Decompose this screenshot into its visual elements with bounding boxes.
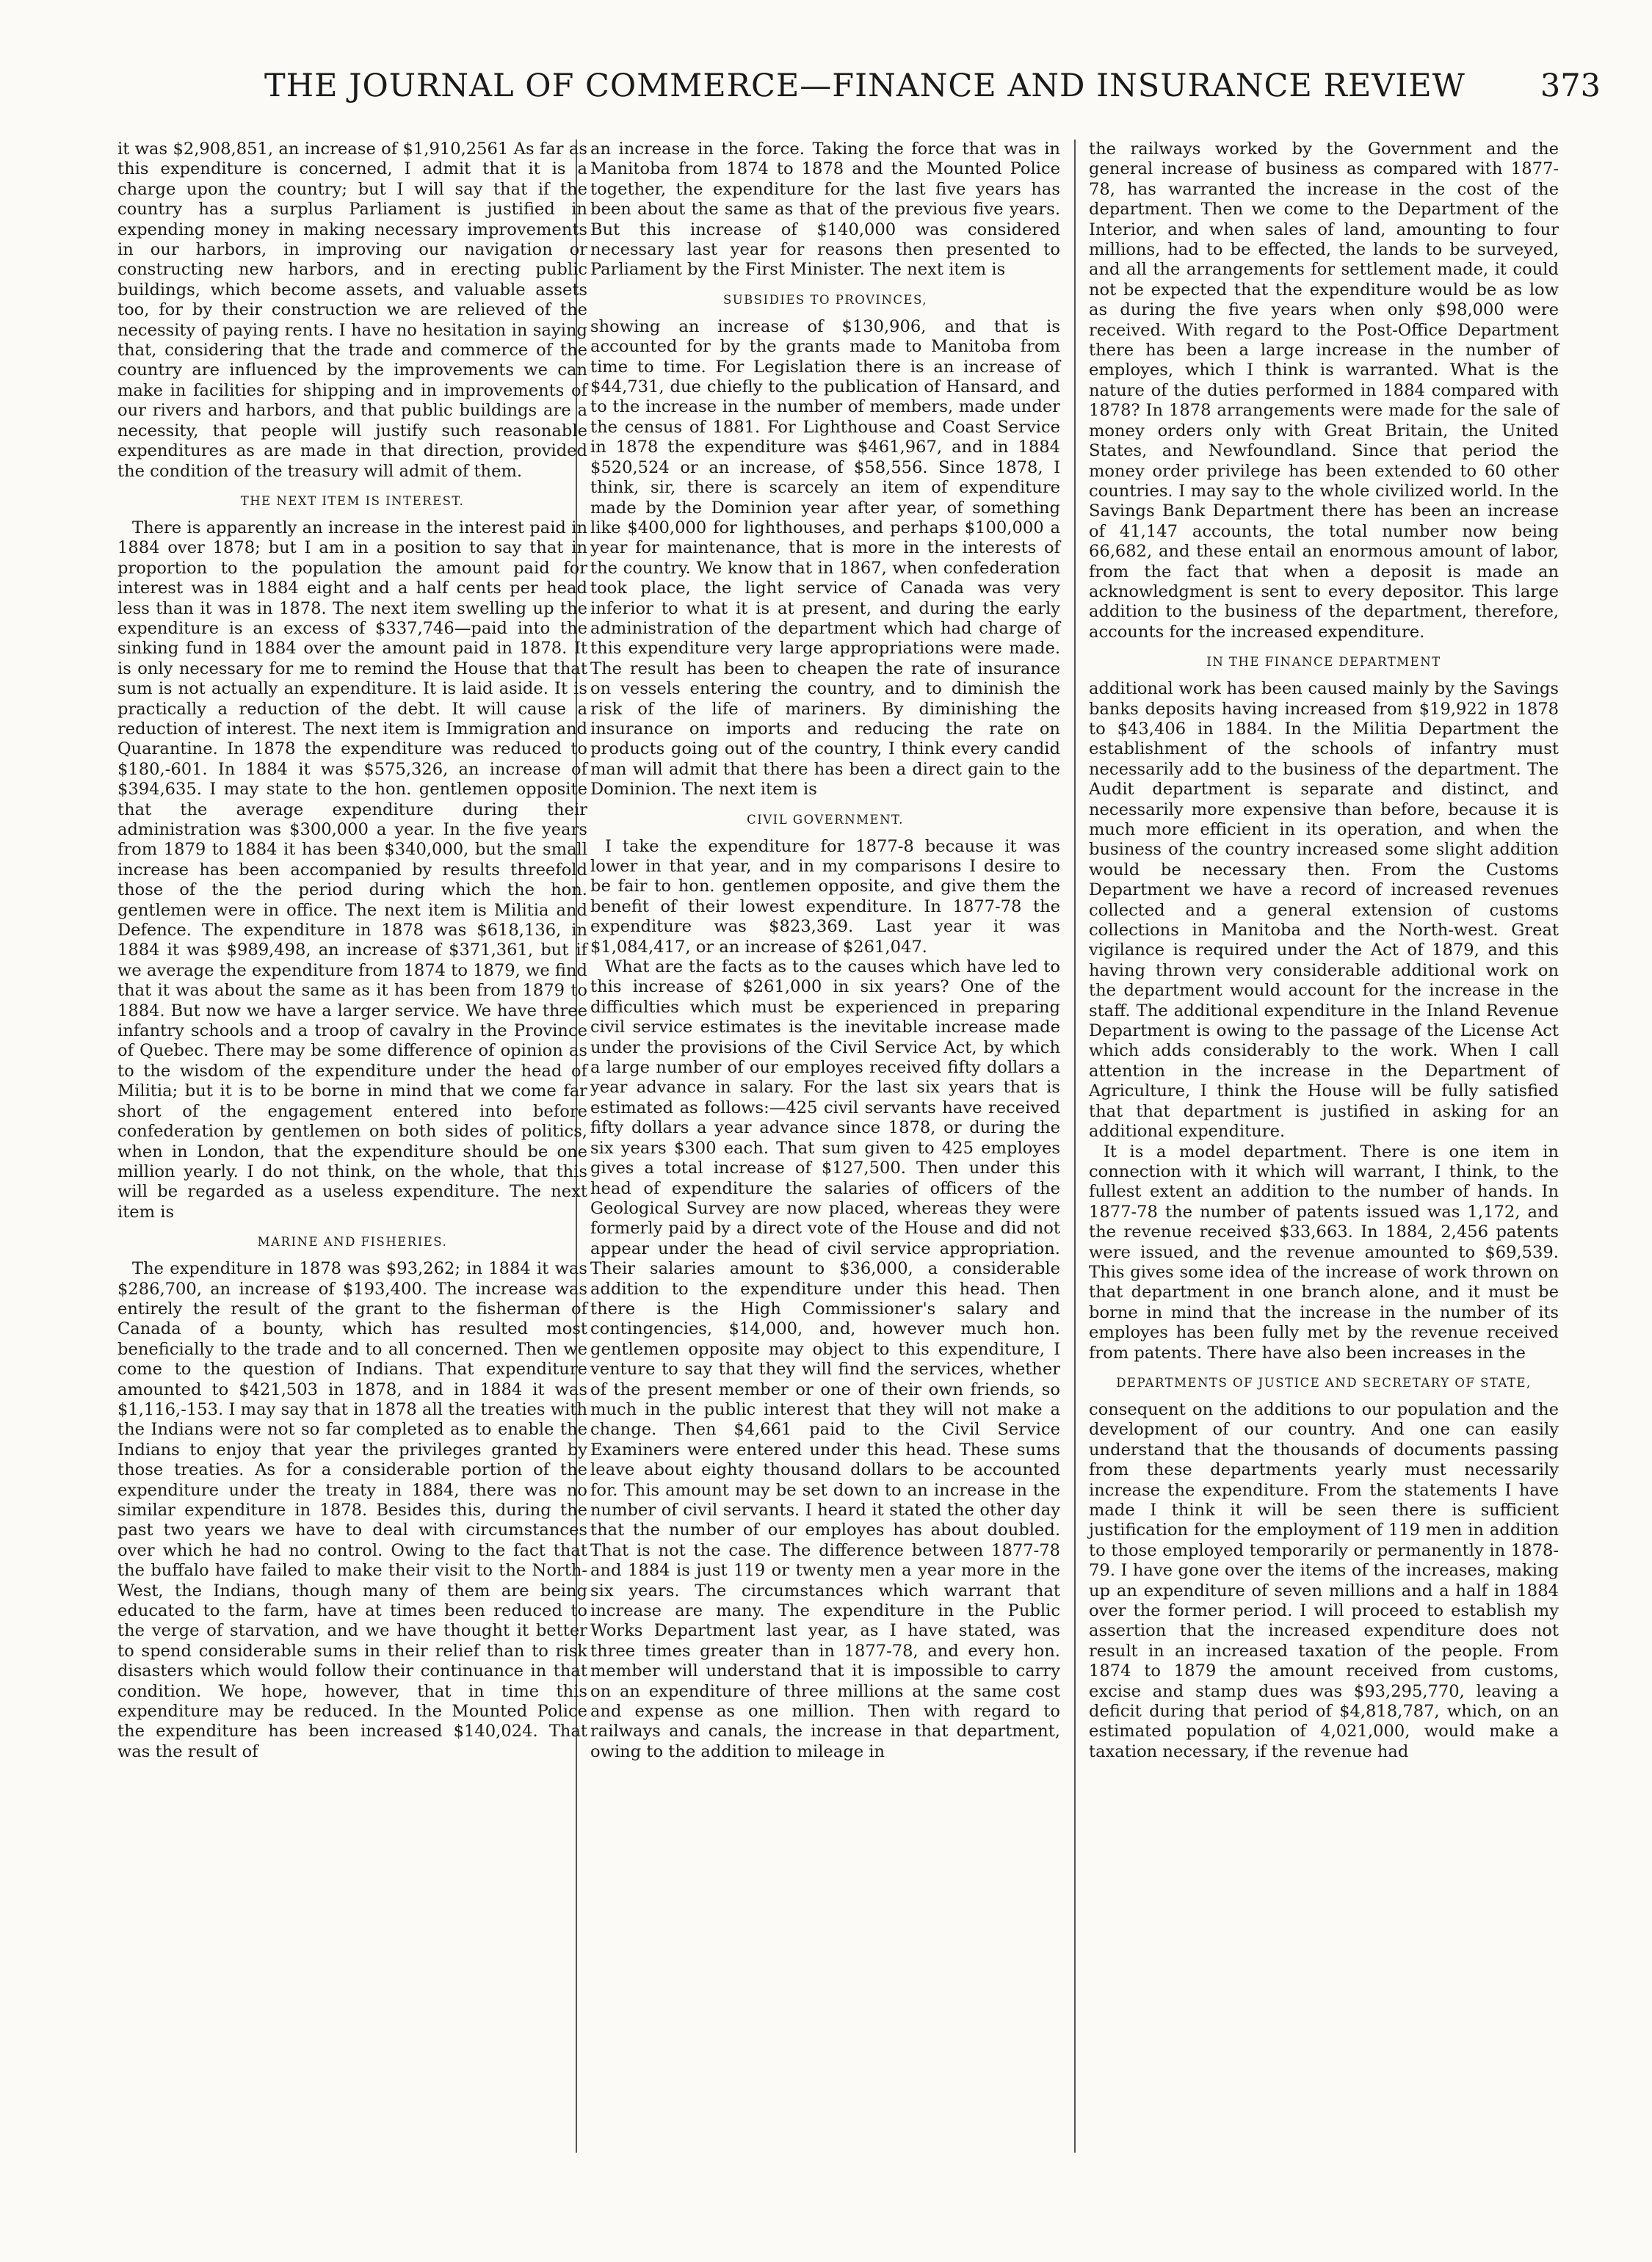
page-header: [264, 68, 1601, 104]
paragraph: showing an increase of $130,906, and that is accounted for by the grants made to Manitoba from time to time. For Legislation there is an increase of $44,731, due chiefly to the publication of Hansard, and to the increase in the number of members, made under the census of 1881. For Lighthouse and Coast Service in 1878 the expenditure was $461,967, and in 1884 $520,524 or an increase, of $58,556. Since 1878, I think, sir, there is scarcely an item of expenditure made by the Dominion year after year, of something like $400,000 for lighthouses, and perhaps $100,000 a year for maintenance, that is more in the interests of the country. We know that in 1867, when confederation took place, the light service of Canada was very inferior to what it is at present, and during the early administration of the department which had charge of this expenditure very large appropriations were made. The result has been to cheapen the rate of insurance on vessels entering the country, and to diminish the risk of the life of mariners. By diminishing the insurance on imports and reducing the rate on products going out of the country, I think every candid man will admit that there has been a direct gain to the Dominion. The next item is: [590, 316, 1060, 800]
journal-title: THE JOURNAL OF COMMERCE—FINANCE AND INSURANCE REVIEW: [264, 68, 1466, 104]
section-heading: SUBSIDIES TO PROVINCES,: [722, 292, 928, 307]
column-3: [1089, 139, 1559, 1762]
column-1: [117, 139, 587, 1762]
paragraph: What are the facts as to the causes which have led to this increase of $261,000 in six years? One of the difficulties which must be experienced in preparing civil service estimates is the inevitable increase made under the provisions of the Civil Service Act, by which a large number of our employes received fifty dollars a year advance in salary. For the last six years that is estimated as follows:—425 civil servants have received fifty dollars a year advance since 1878, or during the six years $300 each. That sum given to 425 employes gives a total increase of $127,500. Then under this head of expenditure the salaries of officers of the Geological Survey are now placed, whereas they were formerly paid by a direct vote of the House and did not appear under the head of civil service appropriation. Their salaries amount to $36,000, a considerable addition to the expenditure under this head. Then there is the High Commissioner's salary and contingencies, $14,000, and, however much hon. gentlemen opposite may object to this expenditure, I venture to say that they will find the services, whether of the present member or one of their own friends, so much in the public interest that they will not make a change. Then $4,661 paid to the Civil Service Examiners were entered under this head. These sums leave about eighty thousand dollars to be accounted for. This amount may be set down to an increase in the number of civil servants. I heard it stated the other day that the number of our employes has about doubled. That is not the case. The difference between 1877-78 and 1884 is just 119 or twenty men a year more in the six years. The circumstances which warrant that increase are many. The expenditure in the Public Works Department last year, as I have stated, was three times greater than in 1877-78, and every hon. member will understand that it is impossible to carry on an expenditure of three millions at the same cost and expense as one million. Then with regard to railways and canals, the increase in that department, owing to the addition to mileage in: [590, 957, 1060, 1761]
page-number: 373: [1540, 68, 1601, 104]
paragraph: There is apparently an increase in the interest paid in 1884 over 1878; but I am in a position to say that in proportion to the population the amount paid for interest was in 1884 eight and a half cents per head less than it was in 1878. The next item swelling up the expenditure is an excess of $337,746—paid into the sinking fund in 1884 over the amount paid in 1878. It is only necessary for me to remind the House that that sum is not actually an expenditure. It is laid aside. It is practically a reduction of the debt. It will cause a reduction of interest. The next item is Immigration and Quarantine. In 1878 the expenditure was reduced to $180,-601. In 1884 it was $575,326, an increase of $394,635. I may state to the hon. gentlemen opposite that the average expenditure during their administration was $300,000 a year. In the five years from 1879 to 1884 it has been $340,000, but the small increase has been accompanied by results threefold those of the the period during which the hon. gentlemen were in office. The next item is Militia and Defence. The expenditure in 1878 was $618,136, in 1884 it was $989,498, an increase of $371,361, but if we average the expenditure from 1874 to 1879, we find that it was about the same as it has been from 1879 to 1884. But now we have a larger service. We have three infantry schools and a troop of cavalry in the Province of Quebec. There may be some difference of opinion as to the wisdom of the expenditure under the head of Militia; but it is to be borne in mind that we come far short of the engagement entered into before confederation by gentlemen on both sides of politics, when in London, that the expenditure should be one million yearly. I do not think, on the whole, that this will be regarded as a useless expenditure. The next item is: [117, 518, 587, 1222]
paragraph: the railways worked by the Government and the general increase of business as compared with 1877-78, has warranted the increase in the cost of the department. Then we come to the Department of the Interior, and when sales of land, amounting to four millions, had to be effected, the lands to be surveyed, and all the arrangements for settlement made, it could not be expected that the expenditure would be as low as during the five years when only $98,000 were received. With regard to the Post-Office Department there has been a large increase in the number of employes, which I think is warranted. What is the nature of the duties performed in 1884 compared with 1878? In 1878 arrangements were made for the sale of money orders only with Great Britain, the United States, and Newfoundland. Since that period the money order privilege has been extended to 60 other countries. I may say to the whole civilized world. In the Savings Bank Department there has been an increase of 41,147 accounts, the total number now being 66,682, and these entail an enormous amount of labor, from the fact that when a deposit is made an acknowledgment is sent to every depositor. This large addition to the business of the department, therefore, accounts for the increased expenditure.: [1089, 139, 1559, 642]
paragraph: It is a model department. There is one item in connection with it which will warrant, I think, to the fullest extent an addition to the number of hands. In 1877-78 the number of patents issued was 1,172, and the revenue received $33,663. In 1884, 2,456 patents were issued, and the revenue amounted to $69,539. This gives some idea of the increase of work thrown on that department in one branch alone, and it must be borne in mind that the increase in the number of its employes has been fully met by the revenue received from patents. There have also been increases in the: [1089, 1142, 1559, 1363]
section-heading: DEPARTMENTS OF JUSTICE AND SECRETARY OF STATE,: [1116, 1375, 1532, 1390]
paragraph: consequent on the additions to our population and the development of our country. And one can easily understand that the thousands of documents passing from these departments yearly must necessarily increase the expenditure. From the statements I have made I think it will be seen there is sufficient justification for the employment of 119 men in addition to those employed temporarily or permanently in 1878-79. I have gone over the items of the increases, making up an expenditure of seven millions and a half in 1884 over the former period. I will proceed to establish my assertion that the increased expenditure does not result in an increased taxation of the people. From 1874 to 1879 the amount received from customs, excise and stamp dues was $93,295,770, leaving a deficit during that period of $4,818,787, which, on an estimated population of 4,021,000, would make a taxation necessary, if the revenue had: [1089, 1399, 1559, 1761]
paragraph: The expenditure in 1878 was $93,262; in 1884 it was $286,700, an increase of $193,400. The increase was entirely the result of the grant to the fisherman of Canada of a bounty, which has resulted most beneficially to the trade and to all concerned. Then we come to the question of Indians. That expenditure amounted to $421,503 in 1878, and in 1884 it was $1,116,-153. I may say that in 1878 all the treaties with the Indians were not so far completed as to enable the Indians to enjoy that year the privileges granted by those treaties. As for a considerable portion of the expenditure under the treaty in 1884, there was no similar expenditure in 1878. Besides this, during the past two years we have to deal with circumstances over which he had no control. Owing to the fact that the buffalo have failed to make their visit to the North-West, the Indians, though many of them are being educated to the farm, have at times been reduced to the verge of starvation, and we have thought it better to spend considerable sums in their relief than to risk disasters which would follow their continuance in that condition. We hope, however, that in time this expenditure may be reduced. In the Mounted Police the expenditure has been increased $140,024. That was the result of: [117, 1259, 587, 1761]
section-heading: THE NEXT ITEM IS INTEREST.: [240, 493, 465, 508]
section-heading: CIVIL GOVERNMENT.: [747, 812, 904, 827]
section-heading: MARINE AND FISHERIES.: [257, 1235, 448, 1250]
paragraph: I take the expenditure for 1877-8 because it was lower in that year, and in my comparisons I desire to be fair to hon. gentlemen opposite, and give them the benefit of their lowest expenditure. In 1877-78 the expenditure was $823,369. Last year it was $1,084,417, or an increase of $261,047.: [590, 836, 1060, 957]
section-heading: IN THE FINANCE DEPARTMENT: [1206, 655, 1441, 670]
column-divider: [1074, 139, 1076, 2153]
paragraph: an increase in the force. Taking the force that was in Manitoba from 1874 to 1878 and the Mounted Police together, the expenditure for the last five years has been about the same as that of the previous five years. But this increase of $140,000 was considered necessary last year for reasons then presented to Parliament by the First Minister. The next item is: [590, 139, 1060, 280]
column-2: [590, 139, 1060, 1762]
paragraph: additional work has been caused mainly by the Savings banks deposits having increased from $19,922 in 1878 to $43,406 in 1884. In the Militia Department the establishment of the schools of infantry must necessarily add to the business of the department. The Audit department is separate and distinct, and necessarily more expensive than before, because it is much more efficient in its operation, and when the business of the country increased some slight addition would be necessary then. From the Customs Department we have a record of increased revenues collected and a general extension of customs collections in Manitoba and the North-west. Great vigilance is required under the Act of 1879, and this having thrown very considerable additional work on the department would account for the increase in the staff. The additional expenditure in the Inland Revenue Department is owing to the passage of the License Act which adds considerably to the work. When I call attention in the increase in the Department of Agriculture, I think the House will be fully satisfied that that department is justified in asking for an additional expenditure.: [1089, 679, 1559, 1142]
paragraph: it was $2,908,851, an increase of $1,910,2561 As far as this expenditure is concerned, I admit that it is a charge upon the country; but I will say that if the country has a surplus Parliament is justified in expending money in making necessary improvements in our harbors, in improving our navigation or constructing new harbors, and in erecting public buildings, which become assets, and valuable assets too, for by their construction we are relieved of the necessity of paying rents. I have no hesitation in saying that, considering that the trade and commerce of the country are influenced by the improvements we can make in facilities for shipping and in improvements of our rivers and harbors, and that public buildings are a necessity, that people will justify such reasonable expenditures as are made in that direction, provided the condition of the treasury will admit of them.: [117, 139, 587, 481]
